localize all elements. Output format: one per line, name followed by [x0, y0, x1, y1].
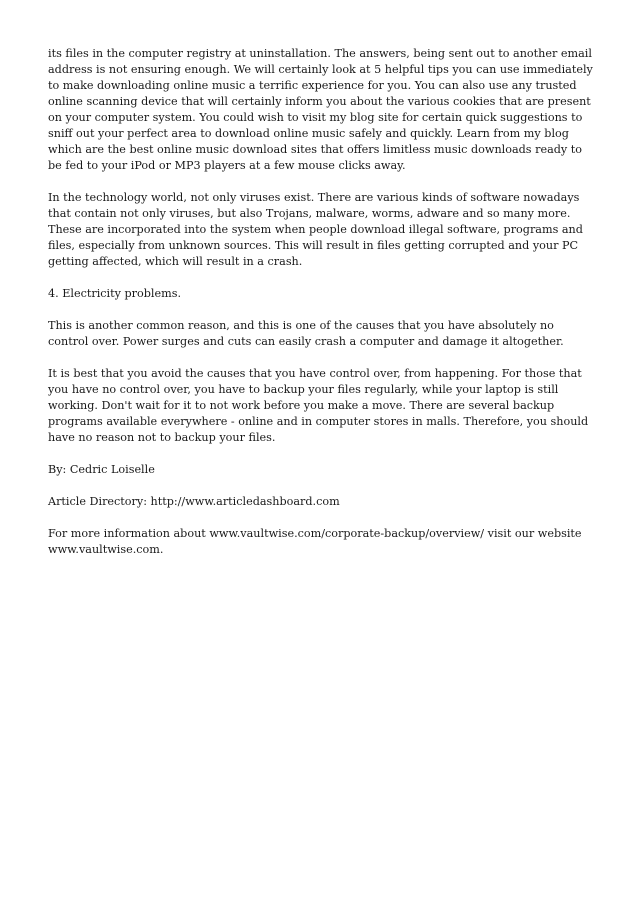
paragraph-power-surges: This is another common reason, and this is one of the causes that you have absolutely no control over. Power surges and cuts can easily crash a computer and damage it altogether.: [48, 319, 564, 348]
paragraph-viruses: In the technology world, not only viruses exist. There are various kinds of software nowadays that contain not only viruses, but also Trojans, malware, worms, adware and so many more. These are incorporated into the system when people download illegal software, programs and files, especially from unknown sources. This will result in files getting corrupted and your PC getting affected, which will result in a crash.: [48, 191, 583, 268]
author-byline: By: Cedric Loiselle: [48, 463, 155, 476]
section-heading-electricity: 4. Electricity problems.: [48, 287, 182, 300]
paragraph-registry-music: its files in the computer registry at uninstallation. The answers, being sent out to another email address is not ensuring enough. We will certainly look at 5 helpful tips you can use immediately to make downloading online music a terrific experience for you. You can also use any trusted online scanning device that will certainly inform you about the various cookies that are present on your computer system. You could wish to visit my blog site for certain quick suggestions to sniff out your perfect area to download online music safely and quickly. Learn from my blog which are the best online music download sites that offers limitless music downloads ready to be fed to your iPod or MP3 players at a few mouse clicks away.: [48, 47, 593, 172]
paragraph-backup-advice: It is best that you avoid the causes that you have control over, from happening. For those that you have no control over, you have to backup your files regularly, while your laptop is still working. Don't wait for it to not work before you make a move. There are several backup programs available everywhere - online and in computer stores in malls. Therefore, you should have no reason not to backup your files.: [48, 367, 589, 444]
document-page: [48, 46, 596, 558]
more-info-line: For more information about www.vaultwise.com/corporate-backup/overview/ visit our website www.vaultwise.com.: [48, 527, 582, 556]
article-directory-line: Article Directory: http://www.articledashboard.com: [48, 495, 340, 508]
